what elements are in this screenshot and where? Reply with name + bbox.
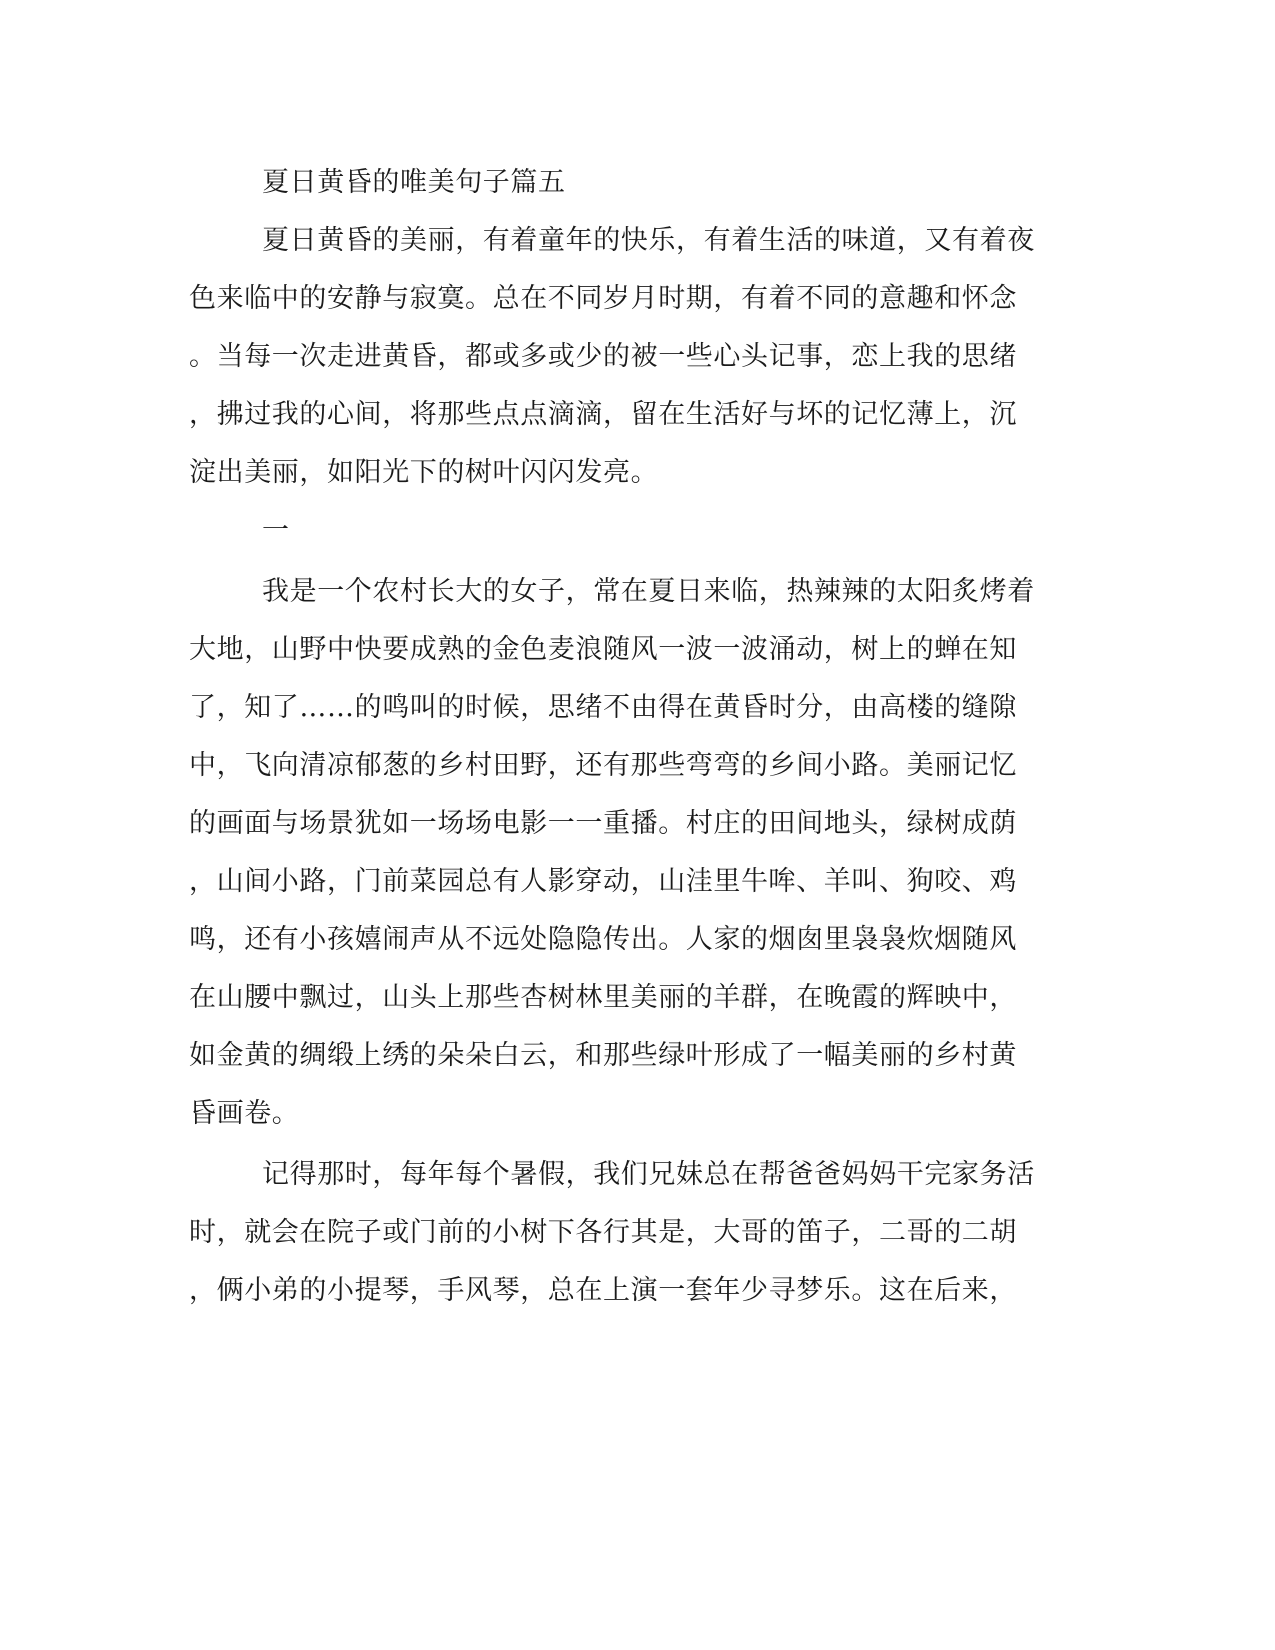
paragraph-line: 。当每一次走进黄昏，都或多或少的被一些心头记事，恋上我的思绪 — [189, 341, 1017, 372]
paragraph-line: 如金黄的绸缎上绣的朵朵白云，和那些绿叶形成了一幅美丽的乡村黄 — [189, 1040, 1017, 1071]
paragraph-line: 我是一个农村长大的女子，常在夏日来临，热辣辣的太阳炙烤着 — [262, 576, 1035, 607]
paragraph-line: ，山间小路，门前菜园总有人影穿动，山洼里牛哞、羊叫、狗咬、鸡 — [189, 866, 1017, 897]
paragraph-line: ，拂过我的心间，将那些点点滴滴，留在生活好与坏的记忆薄上，沉 — [189, 399, 1017, 430]
paragraph-line: 记得那时，每年每个暑假，我们兄妹总在帮爸爸妈妈干完家务活 — [262, 1159, 1035, 1190]
paragraph-line: 昏画卷。 — [189, 1098, 300, 1129]
paragraph-line: 淀出美丽，如阳光下的树叶闪闪发亮。 — [189, 457, 659, 488]
paragraph-line: 大地，山野中快要成熟的金色麦浪随风一波一波涌动，树上的蝉在知 — [189, 634, 1017, 665]
paragraph-line: 色来临中的安静与寂寞。总在不同岁月时期，有着不同的意趣和怀念 — [189, 283, 1017, 314]
paragraph-line: 时，就会在院子或门前的小树下各行其是，大哥的笛子，二哥的二胡 — [189, 1217, 1017, 1248]
paragraph-line: 鸣，还有小孩嬉闹声从不远处隐隐传出。人家的烟囱里袅袅炊烟随风 — [189, 924, 1017, 955]
paragraph-line: 的画面与场景犹如一场场电影一一重播。村庄的田间地头，绿树成荫 — [189, 808, 1017, 839]
paragraph-line: 中，飞向清凉郁葱的乡村田野，还有那些弯弯的乡间小路。美丽记忆 — [189, 750, 1017, 781]
document-title: 夏日黄昏的唯美句子篇五 — [262, 167, 566, 198]
section-mark: 一 — [262, 515, 290, 546]
paragraph-line: 夏日黄昏的美丽，有着童年的快乐，有着生活的味道，又有着夜 — [262, 225, 1035, 256]
paragraph-line: ，俩小弟的小提琴，手风琴，总在上演一套年少寻梦乐。这在后来， — [189, 1275, 1017, 1306]
paragraph-line: 在山腰中飘过，山头上那些杏树林里美丽的羊群，在晚霞的辉映中， — [189, 982, 1017, 1013]
paragraph-line: 了，知了……的鸣叫的时候，思绪不由得在黄昏时分，由高楼的缝隙 — [189, 692, 1017, 723]
